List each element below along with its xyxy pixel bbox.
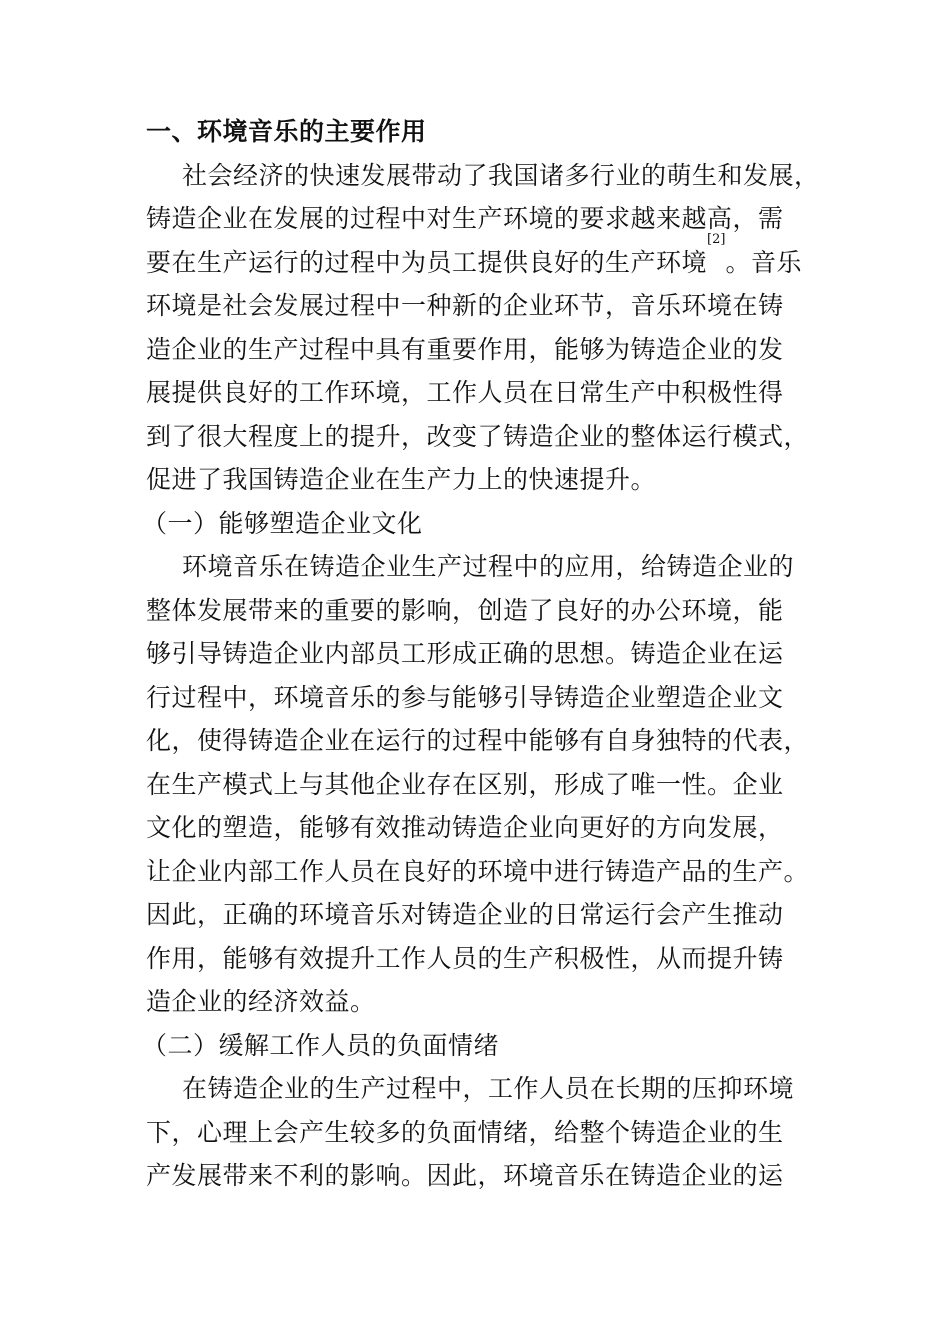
paragraph-line: 让企业内部工作人员在良好的环境中进行铸造产品的生产。	[146, 856, 810, 886]
paragraph-line: 到了很大程度上的提升，改变了铸造企业的整体运行模式，	[146, 421, 810, 451]
paragraph-3	[146, 1067, 816, 1198]
paragraph-line: 行过程中，环境音乐的参与能够引导铸造企业塑造企业文	[146, 682, 784, 712]
paragraph-line: 整体发展带来的重要的影响，创造了良好的办公环境，能	[146, 595, 784, 625]
paragraph-line: 因此，正确的环境音乐对铸造企业的日常运行会产生推动	[146, 900, 784, 929]
paragraph-line	[146, 231, 816, 285]
paragraph-text: 。音乐	[725, 247, 802, 277]
paragraph-line: 环境是社会发展过程中一种新的企业环节，音乐环境在铸	[146, 291, 784, 320]
paragraph-line: 环境音乐在铸造企业生产过程中的应用，给铸造企业的	[182, 552, 795, 581]
paragraph-line: 铸造企业在发展的过程中对生产环境的要求越来越高，需	[146, 204, 784, 233]
document-body	[142, 110, 820, 1198]
paragraph-line: 产发展带来不利的影响。因此，环境音乐在铸造企业的运	[146, 1161, 784, 1190]
paragraph-line: 在铸造企业的生产过程中，工作人员在长期的压抑环境	[182, 1074, 795, 1103]
citation-reference: [2]	[707, 231, 726, 247]
paragraph-line: 社会经济的快速发展带动了我国诸多行业的萌生和发展，	[182, 160, 820, 190]
subsection-heading-1: （一）能够塑造企业文化	[142, 508, 423, 538]
paragraph-line: 化，使得铸造企业在运行的过程中能够有自身独特的代表，	[146, 726, 810, 755]
subsection-heading-2: （二）缓解工作人员的负面情绪	[142, 1030, 500, 1060]
paragraph-line: 够引导铸造企业内部员工形成正确的思想。铸造企业在运	[146, 639, 784, 668]
paragraph-2	[146, 545, 816, 1024]
paragraph-line: 造企业的生产过程中具有重要作用，能够为铸造企业的发	[146, 334, 784, 364]
paragraph-line: 促进了我国铸造企业在生产力上的快速提升。	[146, 465, 657, 494]
paragraph-line: 在生产模式上与其他企业存在区别，形成了唯一性。企业	[146, 769, 784, 799]
paragraph-text: 要在生产运行的过程中为员工提供良好的生产环境	[146, 247, 708, 277]
paragraph-line: 文化的塑造，能够有效推动铸造企业向更好的方向发展，	[146, 813, 784, 842]
paragraph-1	[146, 154, 820, 502]
paragraph-line: 造企业的经济效益。	[146, 987, 376, 1016]
paragraph-line: 作用，能够有效提升工作人员的生产积极性，从而提升铸	[146, 943, 784, 973]
paragraph-line: 展提供良好的工作环境，工作人员在日常生产中积极性得	[146, 378, 784, 407]
section-heading: 一、环境音乐的主要作用	[146, 117, 427, 146]
paragraph-line: 下，心理上会产生较多的负面情绪，给整个铸造企业的生	[146, 1117, 784, 1147]
